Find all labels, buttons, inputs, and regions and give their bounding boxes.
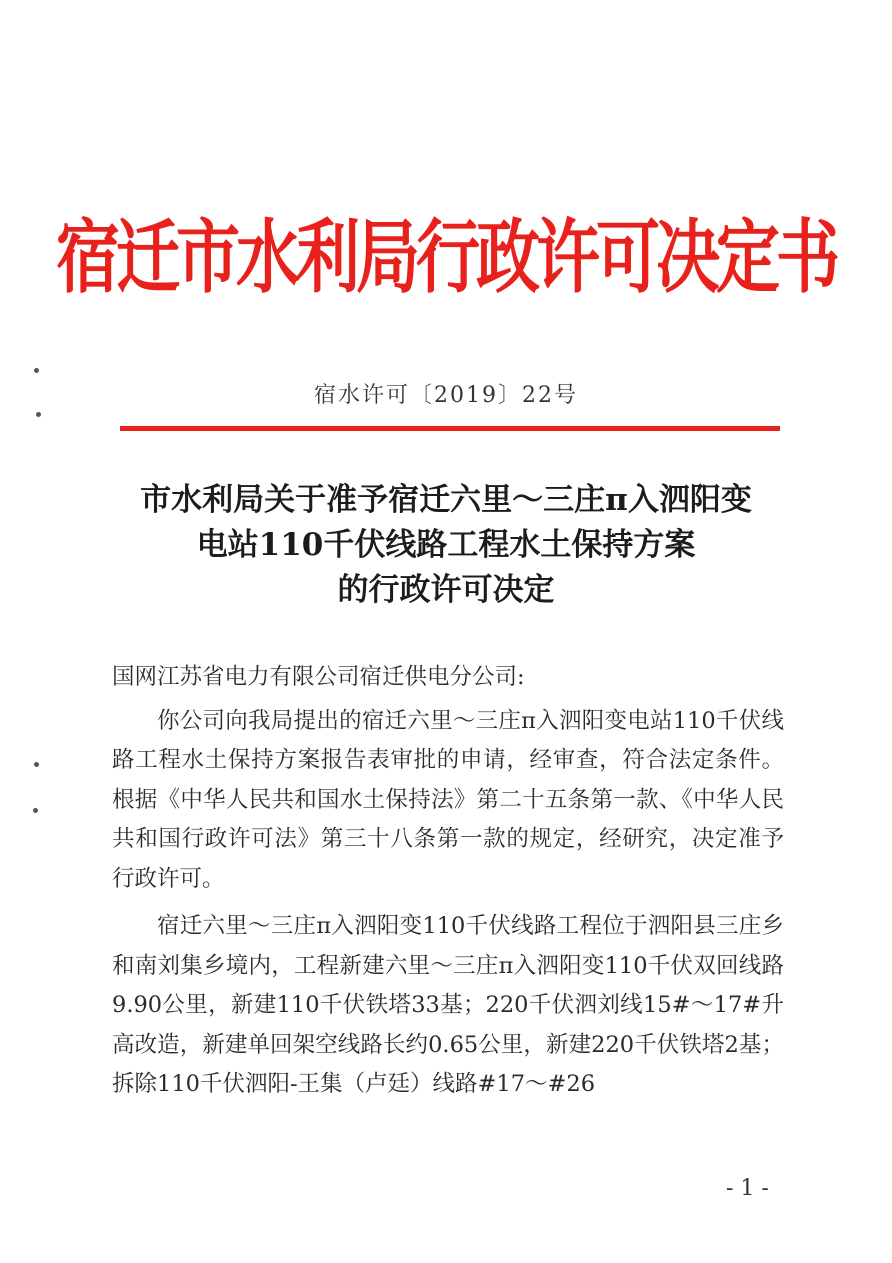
red-divider-rule — [120, 426, 780, 431]
scan-mark — [34, 368, 39, 373]
paragraph-2: 宿迁六里～三庄π入泗阳变110千伏线路工程位于泗阳县三庄乡和南刘集乡境内，工程新建六里～三庄π入泗阳变110千伏双回线路9.90公里，新建110千伏铁塔33基；220千伏泗刘线15#～17#升高改造，新建单回架空线路长约0.65公里，新建220千伏铁塔2基；拆除110千伏泗阳-王集（卢廷）线路#17～#26 — [112, 913, 784, 1097]
title-line-3: 的行政许可决定 — [337, 572, 555, 608]
title-line-1: 市水利局关于准予宿迁六里～三庄π入泗阳变 — [140, 482, 752, 518]
masthead-title: 宿迁市水利局行政许可决定书 — [56, 211, 836, 305]
addressee: 国网江苏省电力有限公司宿迁供电分公司: — [112, 664, 525, 690]
document-title — [100, 478, 792, 613]
scan-mark — [34, 762, 39, 767]
paragraph-1: 你公司向我局提出的宿迁六里～三庄π入泗阳变电站110千伏线路工程水土保持方案报告表审批的申请，经审查，符合法定条件。根据《中华人民共和国水土保持法》第二十五条第一款、《中华人民共和国行政许可法》第三十八条第一款的规定，经研究，决定准予行政许可。 — [112, 707, 784, 892]
scan-mark — [33, 808, 38, 813]
title-line-2: 电站110千伏线路工程水土保持方案 — [196, 527, 696, 563]
document-body — [112, 658, 784, 1113]
page-number: - 1 - — [726, 1176, 769, 1201]
document-number: 宿水许可〔2019〕22号 — [314, 383, 578, 408]
scan-mark — [36, 412, 41, 417]
